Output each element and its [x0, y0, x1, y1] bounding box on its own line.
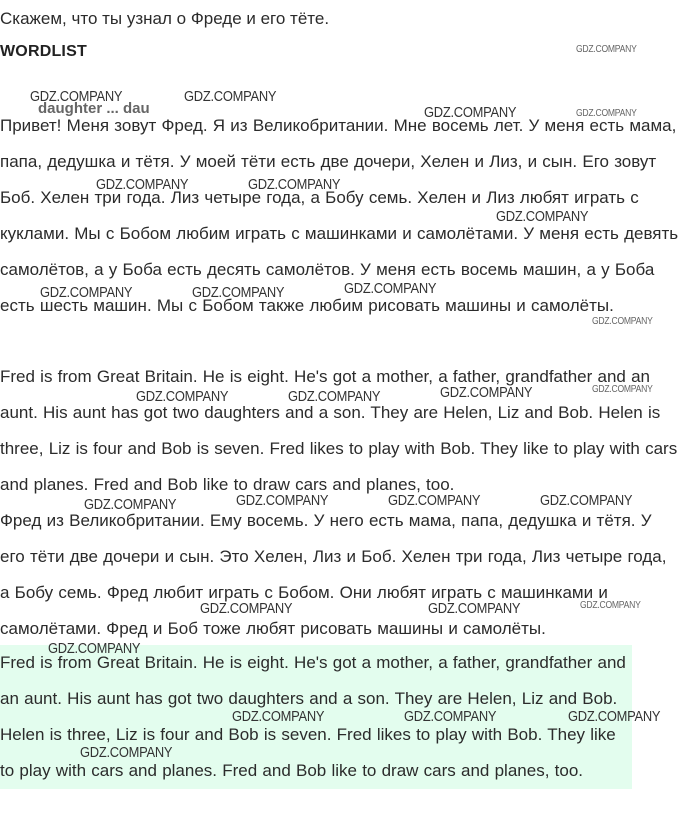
watermark: GDZ.COMPANY	[540, 492, 633, 509]
watermark: GDZ.COMPANY	[84, 496, 177, 513]
watermark: GDZ.COMPANY	[136, 388, 229, 405]
watermark: GDZ.COMPANY	[592, 316, 653, 327]
watermark: GDZ.COMPANY	[232, 708, 325, 725]
wordlist-heading: WORDLIST	[0, 43, 87, 60]
paragraph-russian-translation: Фред из Великобритании. Ему восемь. У него есть мама, папа, дедушка и тётя. У его тёти две дочери и сын. Это Хелен, Лиз и Боб. Хелен три года, Лиз четыре года, а Бобу семь. Фред любит играть с Бобом. Они любят играть с машинками и самолётами. Фред и Боб тоже любят рисовать машины и самолёты.	[0, 511, 667, 638]
intro-text: Скажем, что ты узнал о Фреде и его тёте.	[0, 9, 330, 28]
watermark: GDZ.COMPANY	[428, 600, 521, 617]
watermark: GDZ.COMPANY	[184, 88, 277, 105]
watermark: GDZ.COMPANY	[592, 384, 653, 395]
watermark: GDZ.COMPANY	[388, 492, 481, 509]
paragraph-english-summary: Fred is from Great Britain. He is eight. He's got a mother, a father, grandfather and an aunt. His aunt has got two daughters and a son. They are Helen, Liz and Bob. Helen is three, Liz is four and Bob is seven. Fred likes to play with Bob. They like to play with cars and planes. Fred and Bob like to draw cars and planes, too.	[0, 367, 678, 494]
watermark: GDZ.COMPANY	[80, 744, 173, 761]
watermark: GDZ.COMPANY	[576, 44, 637, 55]
watermark: GDZ.COMPANY	[344, 280, 437, 297]
watermark: GDZ.COMPANY	[40, 284, 133, 301]
paragraph-english-highlighted: Fred is from Great Britain. He is eight. He's got a mother, a father, grandfather and an aunt. His aunt has got two daughters and a son. They are Helen, Liz and Bob. Helen is three, Liz is four and Bob is seven. Fred likes to play with Bob. They like to play with cars and planes. Fred and Bob like to draw cars and planes, too.	[0, 645, 632, 789]
watermark: GDZ.COMPANY	[576, 108, 637, 119]
watermark: GDZ.COMPANY	[404, 708, 497, 725]
paragraph-russian-original: Привет! Меня зовут Фред. Я из Великобритании. Мне восемь лет. У меня есть мама, папа, дедушка и тётя. У моей тёти есть две дочери, Хелен и Лиз, и сын. Его зовут Боб. Хелен три года. Лиз четыре года, а Бобу семь. Хелен и Лиз любят играть с куклами. Мы с Бобом любим играть с машинками и самолётами. У меня есть девять самолётов, а у Боба есть десять самолётов. У меня есть восемь машин, а у Боба есть шесть машин. Мы с Бобом также любим рисовать машины и самолёты.	[0, 116, 679, 315]
watermark: GDZ.COMPANY	[568, 708, 661, 725]
watermark: GDZ.COMPANY	[192, 284, 285, 301]
watermark: GDZ.COMPANY	[288, 388, 381, 405]
watermark: GDZ.COMPANY	[236, 492, 329, 509]
watermark: GDZ.COMPANY	[48, 640, 141, 657]
wordlist-partial: daughter ... dau	[38, 100, 150, 117]
watermark: GDZ.COMPANY	[30, 88, 123, 105]
watermark: GDZ.COMPANY	[96, 176, 189, 193]
watermark: GDZ.COMPANY	[248, 176, 341, 193]
watermark: GDZ.COMPANY	[200, 600, 293, 617]
watermark: GDZ.COMPANY	[440, 384, 533, 401]
watermark: GDZ.COMPANY	[424, 104, 517, 121]
watermark: GDZ.COMPANY	[496, 208, 589, 225]
watermark: GDZ.COMPANY	[580, 600, 641, 611]
